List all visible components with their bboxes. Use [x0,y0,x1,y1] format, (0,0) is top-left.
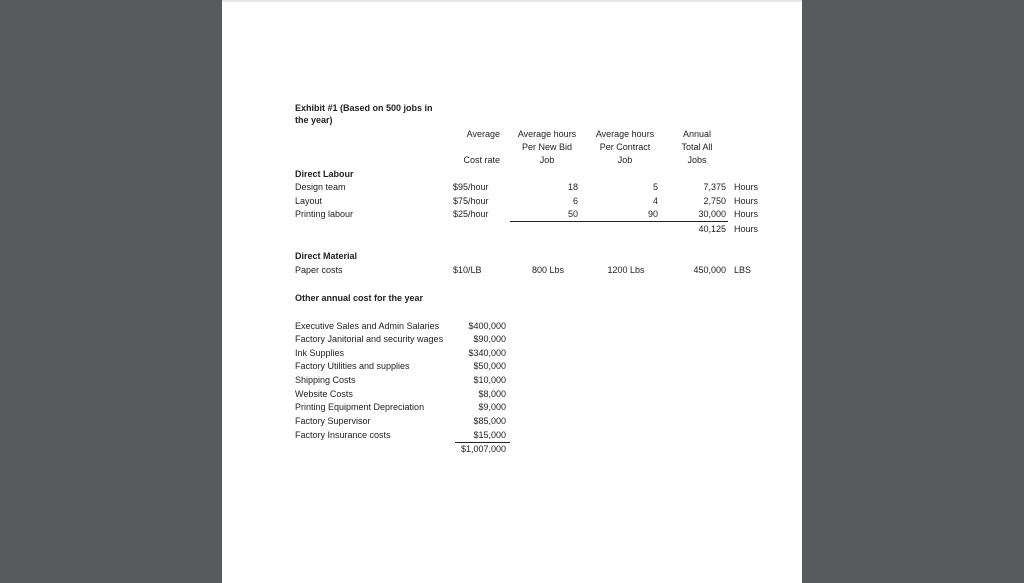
labour-annual: 2,750 [703,196,726,206]
material-contract: 1200 Lbs [607,265,645,275]
other-cost-amount: $15,000 [473,430,506,440]
labour-annual: 7,375 [703,182,726,192]
exhibit-title-line1: Exhibit #1 (Based on 500 jobs in [295,103,433,113]
header-new-bid-3: Job [539,155,555,165]
other-cost-amount: $340,000 [468,348,506,358]
other-cost-label: Website Costs [295,389,353,399]
other-cost-amount: $85,000 [473,416,506,426]
exhibit-title-line2: the year) [295,115,333,125]
labour-contract: 5 [652,182,658,192]
material-label: Paper costs [295,265,343,275]
header-contract-1: Average hours [595,129,655,139]
labour-unit: Hours [734,182,759,192]
labour-total: 40,125 [698,224,726,234]
header-new-bid-2: Per New Bid [521,142,573,152]
other-cost-amount: $50,000 [473,361,506,371]
header-cost-rate: Cost rate [463,155,500,165]
other-cost-amount: $10,000 [473,375,506,385]
other-costs-heading: Other annual cost for the year [295,293,424,303]
material-annual: 450,000 [693,265,726,275]
material-rate: $10/LB [453,265,482,275]
labour-unit: Hours [734,196,759,206]
labour-new-bid: 18 [567,182,578,192]
other-cost-amount: $400,000 [468,321,506,331]
labour-rate: $25/hour [453,209,489,219]
direct-labour-heading: Direct Labour [295,169,354,179]
other-cost-label: Ink Supplies [295,348,345,358]
other-cost-label: Factory Janitorial and security wages [295,334,444,344]
other-cost-label: Shipping Costs [295,375,356,385]
labour-label: Design team [295,182,346,192]
labour-annual: 30,000 [698,209,726,219]
labour-new-bid: 6 [572,196,578,206]
other-cost-amount: $8,000 [478,389,506,399]
labour-rate: $95/hour [453,182,489,192]
other-cost-label: Factory Insurance costs [295,430,391,440]
other-cost-label: Printing Equipment Depreciation [295,402,425,412]
material-new-bid: 800 Lbs [531,265,565,275]
direct-material-heading: Direct Material [295,251,358,261]
labour-unit: Hours [734,209,759,219]
header-contract-2: Per Contract [599,142,651,152]
labour-new-bid: 50 [567,209,578,219]
labour-rate: $75/hour [453,196,489,206]
document-page [222,0,802,583]
labour-subtotal-rule [510,221,728,222]
other-cost-label: Factory Supervisor [295,416,371,426]
page-top-border [222,0,802,2]
other-cost-label: Factory Utilities and supplies [295,361,410,371]
labour-contract: 90 [647,209,658,219]
other-costs-total: $1,007,000 [460,444,506,454]
header-average: Average [466,129,500,139]
other-cost-amount: $90,000 [473,334,506,344]
labour-label: Layout [295,196,323,206]
header-annual-2: Total All [681,142,713,152]
other-costs-subtotal-rule [455,442,510,443]
header-annual-1: Annual [682,129,712,139]
header-annual-3: Jobs [687,155,707,165]
labour-label: Printing labour [295,209,354,219]
labour-total-unit: Hours [734,224,759,234]
other-cost-label: Executive Sales and Admin Salaries [295,321,440,331]
labour-contract: 4 [652,196,658,206]
material-unit: LBS [734,265,752,275]
header-new-bid-1: Average hours [517,129,577,139]
header-contract-3: Job [617,155,633,165]
other-cost-amount: $9,000 [478,402,506,412]
